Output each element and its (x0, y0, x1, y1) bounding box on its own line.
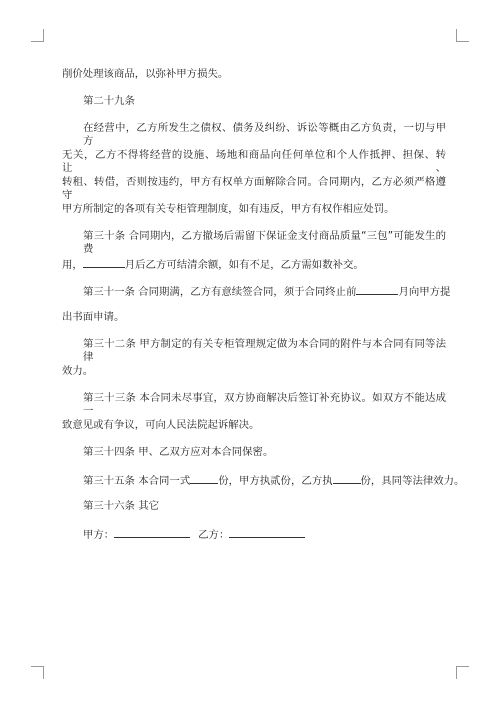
document-body (62, 68, 465, 541)
article-30-line-2: 用， 月后乙方可结清余额，如有不足，乙方需如数补交。 (62, 259, 364, 271)
article-29-line-3: 转租、转借，否则按违约，甲方有权单方面解除合同。合同期内，乙方必须严格遵守 (62, 176, 446, 201)
party-a-signature-blank[interactable] (114, 527, 190, 538)
signature-line (62, 527, 446, 540)
months-blank[interactable] (83, 257, 125, 268)
article-29-title: 第二十九条 (83, 95, 135, 107)
party-b-signature-blank[interactable] (229, 527, 305, 538)
article-33-line-1: 第三十三条 本合同未尽事宜，双方协商解决后签订补充协议。如双方不能达成一 (83, 392, 446, 417)
article-32-line-1: 第三十二条 甲方制定的有关专柜管理规定做为本合同的附件与本合同有同等法律 (83, 338, 446, 363)
article-29-line-4: 甲方所制定的各项有关专柜管理制度，如有违反，甲方有权作相应处罚。 (62, 203, 395, 215)
crop-mark-top-left (31, 29, 44, 42)
article-33-line-2: 致意见或有争议，可向人民法院起诉解决。 (62, 419, 260, 431)
party-b-copies-blank[interactable] (333, 473, 361, 484)
crop-mark-bottom-left (31, 666, 44, 679)
crop-mark-bottom-right (456, 666, 469, 679)
article-29-line-2: 无关，乙方不得将经营的设施、场地和商品向任何单位和个人作抵押、担保、转让、 (62, 149, 446, 174)
crop-mark-top-right (456, 29, 469, 42)
party-a-label: 甲方： (83, 529, 115, 541)
renewal-months-blank[interactable] (356, 284, 398, 295)
article-31-line-2: 出书面申请。 (62, 311, 125, 323)
article-36-line-1: 第三十六条 其它 (83, 500, 160, 512)
article-29-line-1: 在经营中，乙方所发生之债权、债务及纠纷、诉讼等概由乙方负责，一切与甲方 (83, 122, 446, 147)
party-b-label: 乙方： (198, 529, 230, 541)
article-35-line-1: 第三十五条 本合同一式 份，甲方执贰份，乙方执 份，具同等法律效力。 (83, 475, 465, 487)
copies-count-blank[interactable] (190, 473, 218, 484)
article-34-line-1: 第三十四条 甲、乙双方应对本合同保密。 (83, 446, 274, 458)
article-31-line-1: 第三十一条 合同期满，乙方有意续签合同，须于合同终止前 月向甲方提 (83, 286, 451, 298)
article-30-line-1: 第三十条 合同期内，乙方撤场后需留下保证金支付商品质量“三包”可能发生的费 (83, 230, 446, 255)
paragraph-continuation: 削价处理该商品，以弥补甲方损失。 (62, 68, 229, 80)
article-32-line-2: 效力。 (62, 365, 94, 377)
